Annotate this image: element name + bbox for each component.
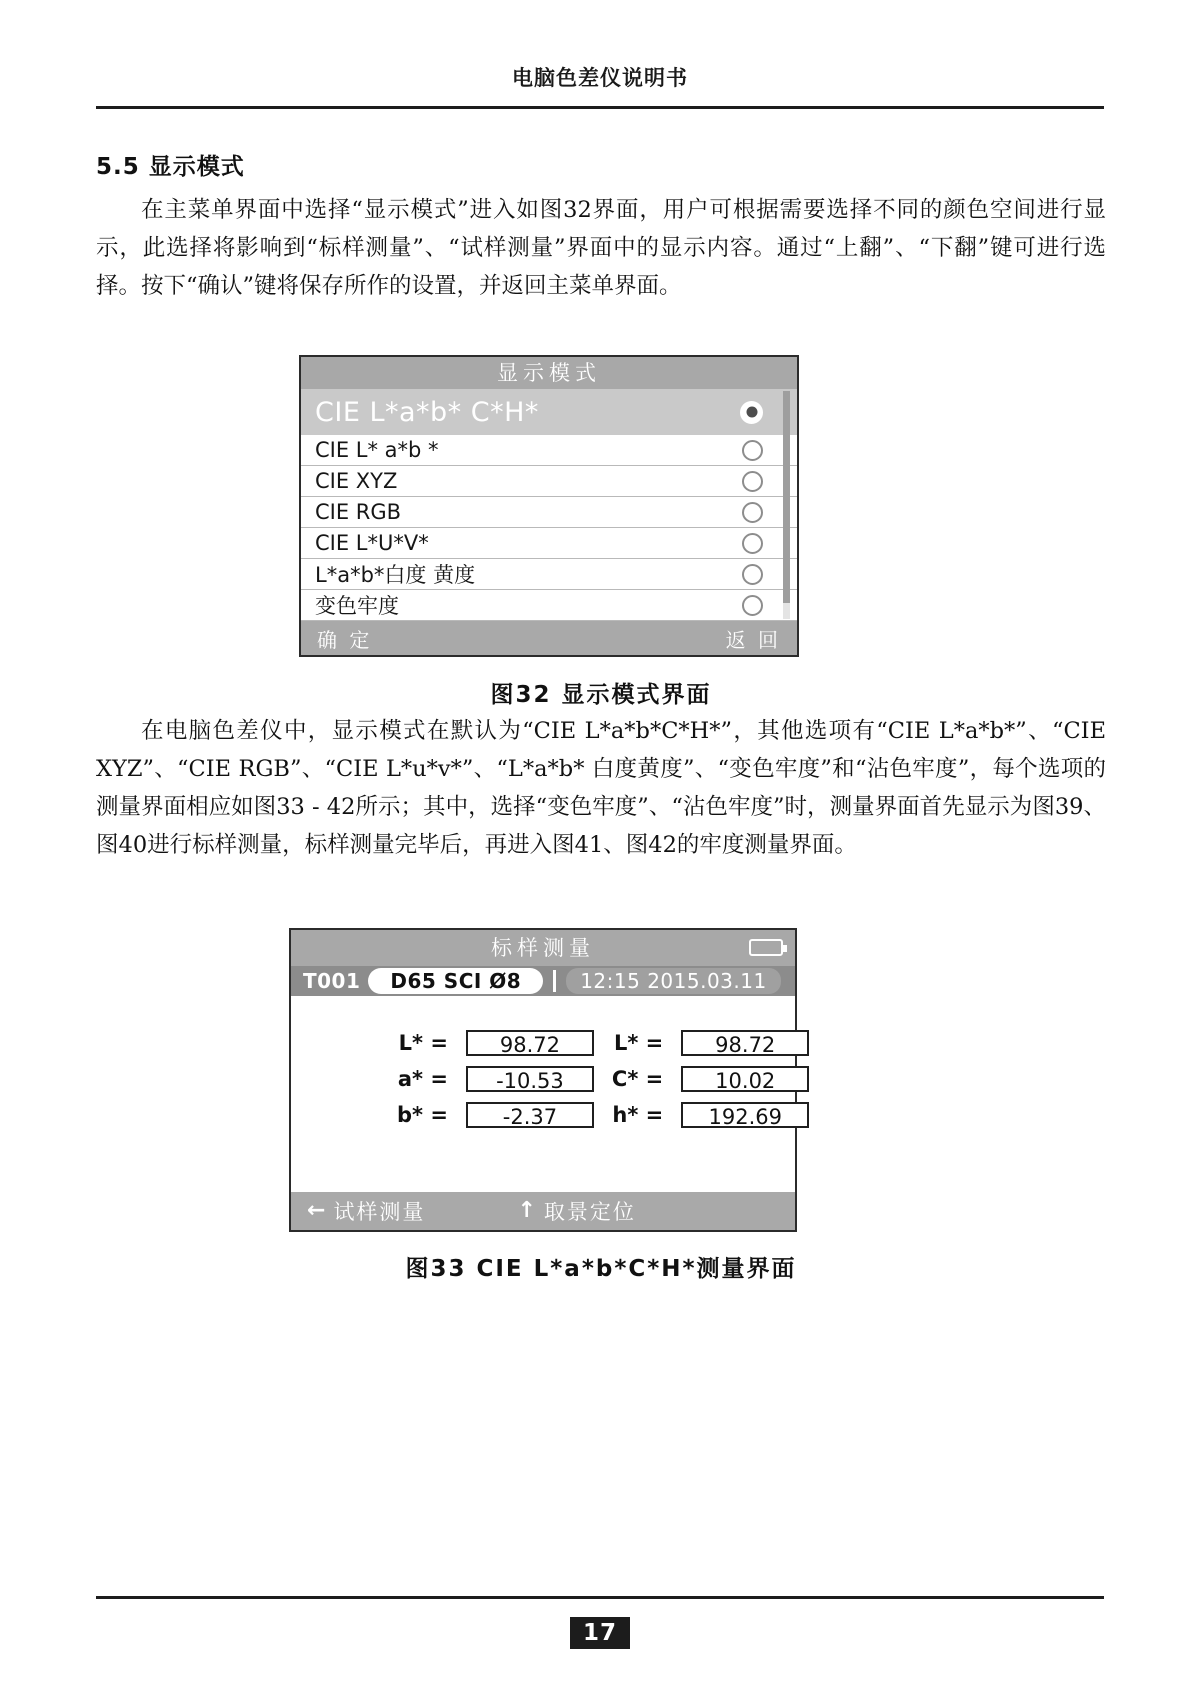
footer-divider bbox=[96, 1596, 1104, 1599]
list-item-label: L*a*b*白度 黄度 bbox=[315, 563, 476, 587]
display-mode-footer bbox=[301, 621, 797, 655]
header-divider bbox=[96, 106, 1104, 109]
battery-icon bbox=[749, 939, 783, 956]
list-item-color-change-fastness[interactable] bbox=[301, 590, 797, 621]
radio-button-selected[interactable] bbox=[740, 401, 763, 424]
reading-label-l-left: L* = bbox=[398, 1031, 448, 1055]
measure-status-bar bbox=[291, 966, 795, 996]
display-mode-list bbox=[301, 389, 797, 621]
reading-value-l-left: 98.72 bbox=[466, 1030, 594, 1056]
radio-button[interactable] bbox=[742, 595, 763, 616]
list-item-cie-luv[interactable] bbox=[301, 528, 797, 559]
reading-label-h: h* = bbox=[612, 1103, 664, 1127]
reading-value-c: 10.02 bbox=[681, 1066, 809, 1092]
list-item-lab-whiteness-yellowness[interactable] bbox=[301, 559, 797, 590]
page-number-value: 17 bbox=[570, 1617, 630, 1649]
scrollbar-thumb[interactable] bbox=[783, 391, 790, 603]
header-title: 电脑色差仪说明书 bbox=[512, 66, 688, 90]
display-mode-titlebar: 显示模式 bbox=[301, 357, 797, 389]
back-button[interactable]: 返 回 bbox=[725, 627, 781, 652]
display-mode-screen bbox=[299, 355, 799, 657]
sample-id: T001 bbox=[303, 969, 361, 993]
figure-32-caption: 图32 显示模式界面 bbox=[490, 682, 712, 708]
reading-value-a: -10.53 bbox=[466, 1066, 594, 1092]
measure-readout-area bbox=[291, 996, 795, 1192]
confirm-button[interactable]: 确 定 bbox=[317, 627, 373, 652]
measure-footer-bar bbox=[291, 1192, 795, 1230]
list-item-cie-lab-ch[interactable] bbox=[301, 389, 797, 435]
left-arrow-icon: ← bbox=[307, 1198, 328, 1223]
measurement-condition[interactable]: D65 SCI Ø8 bbox=[368, 968, 543, 994]
radio-button[interactable] bbox=[742, 564, 763, 585]
list-item-label: CIE L*a*b* C*H* bbox=[315, 396, 539, 428]
framing-locate-button-label: 取景定位 bbox=[543, 1200, 636, 1224]
reading-value-l-right: 98.72 bbox=[681, 1030, 809, 1056]
list-item-label: CIE XYZ bbox=[315, 469, 398, 493]
timestamp: 12:15 2015.03.11 bbox=[566, 968, 781, 994]
status-separator bbox=[553, 970, 556, 992]
sample-measure-button[interactable] bbox=[307, 1196, 425, 1226]
list-item-cie-xyz[interactable] bbox=[301, 466, 797, 497]
sample-measure-screen bbox=[289, 928, 797, 1232]
paragraph-2: 在电脑色差仪中，显示模式在默认为“CIE L*a*b*C*H*”，其他选项有“CIE L*a*b*”、“CIE XYZ”、“CIE RGB”、“CIE L*u*v*”、“L*a*b* 白度黄度”、“变色牢度”和“沾色牢度”，每个选项的测量界面相应如图33 - 42所示；其中，选择“变色牢度”、“沾色牢度”时，测量界面首先显示为图39、图40进行标样测量，标样测量完毕后，再进入图41、图42的牢度测量界面。 bbox=[96, 718, 1106, 858]
list-item-label: CIE RGB bbox=[315, 500, 402, 524]
page-content-2 bbox=[96, 712, 1106, 868]
readings-grid bbox=[397, 1030, 809, 1128]
section-heading: 5.5 显示模式 bbox=[96, 154, 245, 180]
radio-button[interactable] bbox=[742, 502, 763, 523]
radio-button[interactable] bbox=[742, 440, 763, 461]
up-arrow-icon: ↑ bbox=[517, 1198, 538, 1223]
radio-button[interactable] bbox=[742, 471, 763, 492]
reading-value-h: 192.69 bbox=[681, 1102, 809, 1128]
radio-button[interactable] bbox=[742, 533, 763, 554]
running-header bbox=[96, 62, 1104, 109]
figure-32 bbox=[299, 355, 799, 657]
sample-measure-title-text: 标样测量 bbox=[491, 936, 595, 960]
reading-label-a: a* = bbox=[397, 1067, 448, 1091]
sample-measure-button-label: 试样测量 bbox=[333, 1200, 426, 1224]
page-number bbox=[0, 1617, 1200, 1649]
reading-label-b: b* = bbox=[397, 1103, 448, 1127]
paragraph-1: 在主菜单界面中选择“显示模式”进入如图32界面，用户可根据需要选择不同的颜色空间进行显示，此选择将影响到“标样测量”、“试样测量”界面中的显示内容。通过“上翻”、“下翻”键可进行选择。按下“确认”键将保存所作的设置，并返回主菜单界面。 bbox=[96, 197, 1106, 299]
list-item-cie-lab[interactable] bbox=[301, 435, 797, 466]
page-content bbox=[96, 148, 1106, 309]
figure-33-caption: 图33 CIE L*a*b*C*H*测量界面 bbox=[405, 1256, 797, 1282]
reading-label-l-right: L* = bbox=[613, 1031, 664, 1055]
list-item-label: CIE L* a*b * bbox=[315, 438, 439, 462]
list-item-label: 变色牢度 bbox=[315, 594, 399, 618]
list-item-cie-rgb[interactable] bbox=[301, 497, 797, 528]
reading-value-b: -2.37 bbox=[466, 1102, 594, 1128]
reading-label-c: C* = bbox=[611, 1067, 664, 1091]
list-item-label: CIE L*U*V* bbox=[315, 531, 429, 555]
framing-locate-button[interactable] bbox=[517, 1196, 635, 1226]
sample-measure-titlebar bbox=[291, 930, 795, 966]
figure-33 bbox=[289, 928, 797, 1232]
